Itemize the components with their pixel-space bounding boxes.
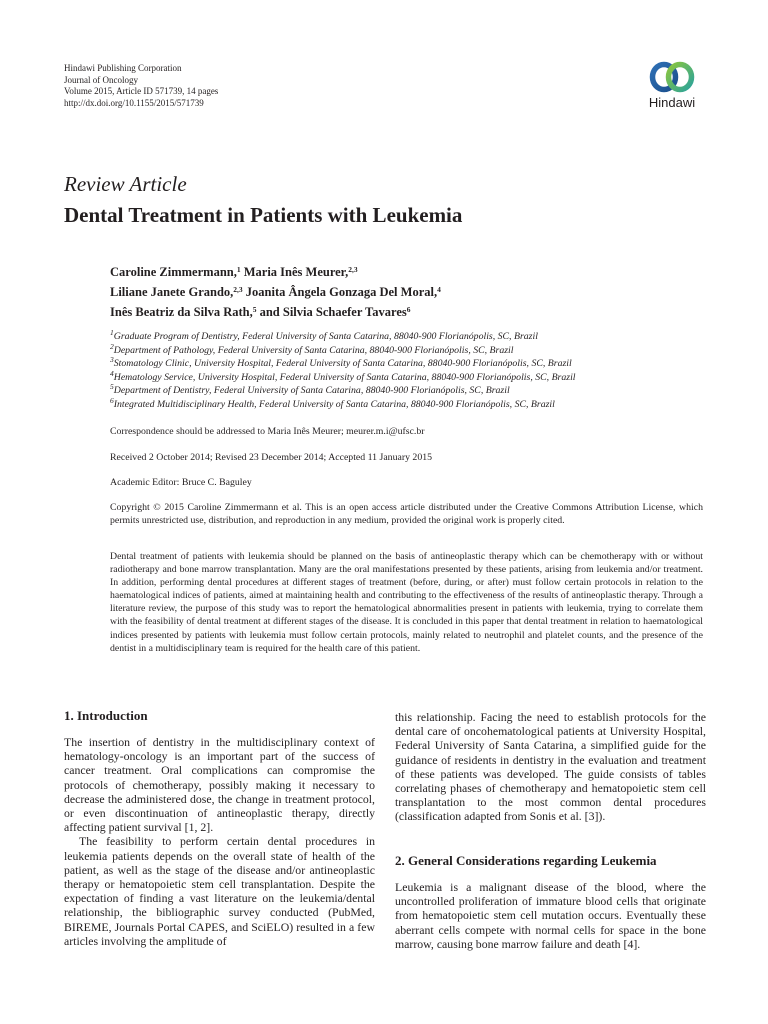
author-name: Caroline Zimmermann, <box>110 265 237 279</box>
affiliation-item <box>110 384 576 398</box>
paragraph: this relationship. Facing the need to establish protocols for the dental care of oncohematological patients at University Hospital, Federal University of Santa Catarina, a simplified guide for the guidance of residents in dentistry in the evaluation and treatment of these patients was developed. The guide consists of tables correlating phases of chemotherapy and hematopoietic stem cell transplantation to the most common dental procedures (classification adapted from Sonis et al. [3]). <box>395 710 706 824</box>
author-affiliation-marker: 1 <box>236 265 241 274</box>
affiliation-text: Graduate Program of Dentistry, Federal University of Santa Catarina, 88040-900 Florianópolis, SC, Brazil <box>113 331 538 342</box>
author-affiliation-marker: 2,3 <box>233 285 243 294</box>
section-heading-general-considerations: 2. General Considerations regarding Leukemia <box>395 853 657 868</box>
affiliation-item <box>110 330 576 344</box>
right-column <box>395 710 706 824</box>
affiliation-item <box>110 368 576 385</box>
author-line <box>110 302 441 322</box>
author-line <box>110 282 441 302</box>
affiliation-marker: 3 <box>110 355 114 364</box>
volume-line: Volume 2015, Article ID 571739, 14 pages <box>64 86 219 96</box>
author-name: Inês Beatriz da Silva Rath, <box>110 305 253 319</box>
affiliation-marker: 2 <box>110 341 114 351</box>
journal-header <box>64 63 218 109</box>
affiliation-item <box>110 357 576 371</box>
paragraph: Leukemia is a malignant disease of the blood, where the uncontrolled proliferation of immature blood cells that originate from hematopoietic stem cell mutation occurs. Eventually these aberrant cells compete with normal cells for space in the bone marrow, causing bone marrow failure and death [4]. <box>395 880 706 951</box>
author-line <box>110 262 441 282</box>
paragraph: The feasibility to perform certain dental procedures in leukemia patients depends on the overall state of health of the patient, as well as the stage of the disease and/or antineoplastic therapy or hematopoietic stem cell transplantation. Despite the expectation of finding a vast literature on the leukemia/dental relationship, the bibliographic survey conducted (PubMed, BIREME, Journals Portal CAPES, and SciELO) resulted in a few articles involving the amplitude of <box>64 834 375 948</box>
hindawi-rings-icon <box>649 60 695 94</box>
affiliation-text: Integrated Multidisciplinary Health, Federal University of Santa Catarina, 88040-900 Florianópolis, SC, Brazil <box>113 398 555 410</box>
journal-name: Journal of Oncology <box>64 74 138 85</box>
author-name: Maria Inês Meurer, <box>243 265 349 279</box>
affiliation-text: Department of Dentistry, Federal University of Santa Catarina, 88040-900 Florianópolis, SC, Brazil <box>113 385 510 396</box>
academic-editor: Academic Editor: Bruce C. Baguley <box>110 477 252 488</box>
author-name: and Silvia Schaefer Tavares <box>259 305 407 319</box>
right-column-section-2 <box>395 880 706 951</box>
author-list <box>110 262 441 322</box>
article-title: Dental Treatment in Patients with Leukemia <box>64 203 463 227</box>
author-affiliation-marker: 5 <box>252 305 257 314</box>
author-affiliation-marker: 6 <box>406 305 411 314</box>
article-type: Review Article <box>64 172 187 196</box>
affiliation-text: Hematology Service, University Hospital, Federal University of Santa Catarina, 88040-900 Florianópolis, SC, Brazil <box>113 371 576 383</box>
affiliation-item <box>110 395 576 412</box>
publisher-line: Hindawi Publishing Corporation <box>64 63 182 73</box>
abstract: Dental treatment of patients with leukemia should be planned on the basis of antineoplastic therapy which can be chemotherapy with or without radiotherapy and bone marrow transplantation. Many are the oral manifestations presented by these patients, arising from leukemia and/or treatment. In addition, performing dental procedures at different stages of treatment (before, during, or after) must follow certain protocols in relation to the haematological indices of patients, aimed at maintaining health and contributing to the effectiveness of the results of antineoplastic therapy. Through a literature review, the purpose of this study was to report the hematological abnormalities present in patients with leukemia, trying to correlate them with the feasibility of dental treatment at different stages of the disease. It is concluded in this paper that dental treatment in relation to haematological indices presented by patients with leukemia must follow certain protocols, mainly related to neutrophil and platelet counts, and the presence of the dentist in a multidisciplinary team is required for the health care of this patient. <box>110 551 703 654</box>
copyright-notice: Copyright © 2015 Caroline Zimmermann et al. This is an open access article distributed under the Creative Commons Attribution License, which permits unrestricted use, distribution, and reproduction in any medium, provided the original work is properly cited. <box>110 502 703 527</box>
affiliation-list <box>110 330 576 411</box>
hindawi-logo <box>636 60 708 132</box>
affiliation-text: Department of Pathology, Federal University of Santa Catarina, 88040-900 Florianópolis, SC, Brazil <box>113 344 514 356</box>
section-heading-introduction: 1. Introduction <box>64 708 148 723</box>
author-name: Joanita Ângela Gonzaga Del Moral, <box>245 285 438 299</box>
correspondence-note: Correspondence should be addressed to Maria Inês Meurer; meurer.m.i@ufsc.br <box>110 426 425 437</box>
affiliation-marker: 4 <box>110 368 114 378</box>
paragraph: The insertion of dentistry in the multidisciplinary context of hematology-oncology is an important part of the success of cancer treatment. Oral complications can compromise the protocols of chemotherapy, possibly making it necessary to decrease the administered dose, the change in treatment protocol, or even discontinuation of antineoplastic therapy, directly affecting patient survival [1, 2]. <box>64 735 375 835</box>
affiliation-item <box>110 341 576 358</box>
affiliation-marker: 1 <box>110 328 114 337</box>
author-affiliation-marker: 4 <box>437 285 441 294</box>
doi-link[interactable]: http://dx.doi.org/10.1155/2015/571739 <box>64 97 204 108</box>
author-name: Liliane Janete Grando, <box>110 285 234 299</box>
affiliation-marker: 6 <box>110 395 114 405</box>
affiliation-text: Stomatology Clinic, University Hospital, Federal University of Santa Catarina, 88040-900 Florianópolis, SC, Brazil <box>113 358 572 369</box>
hindawi-logo-text: Hindawi <box>648 95 696 110</box>
article-dates: Received 2 October 2014; Revised 23 December 2014; Accepted 11 January 2015 <box>110 452 433 463</box>
author-affiliation-marker: 2,3 <box>348 265 358 274</box>
left-column <box>64 735 375 948</box>
affiliation-marker: 5 <box>110 382 114 391</box>
